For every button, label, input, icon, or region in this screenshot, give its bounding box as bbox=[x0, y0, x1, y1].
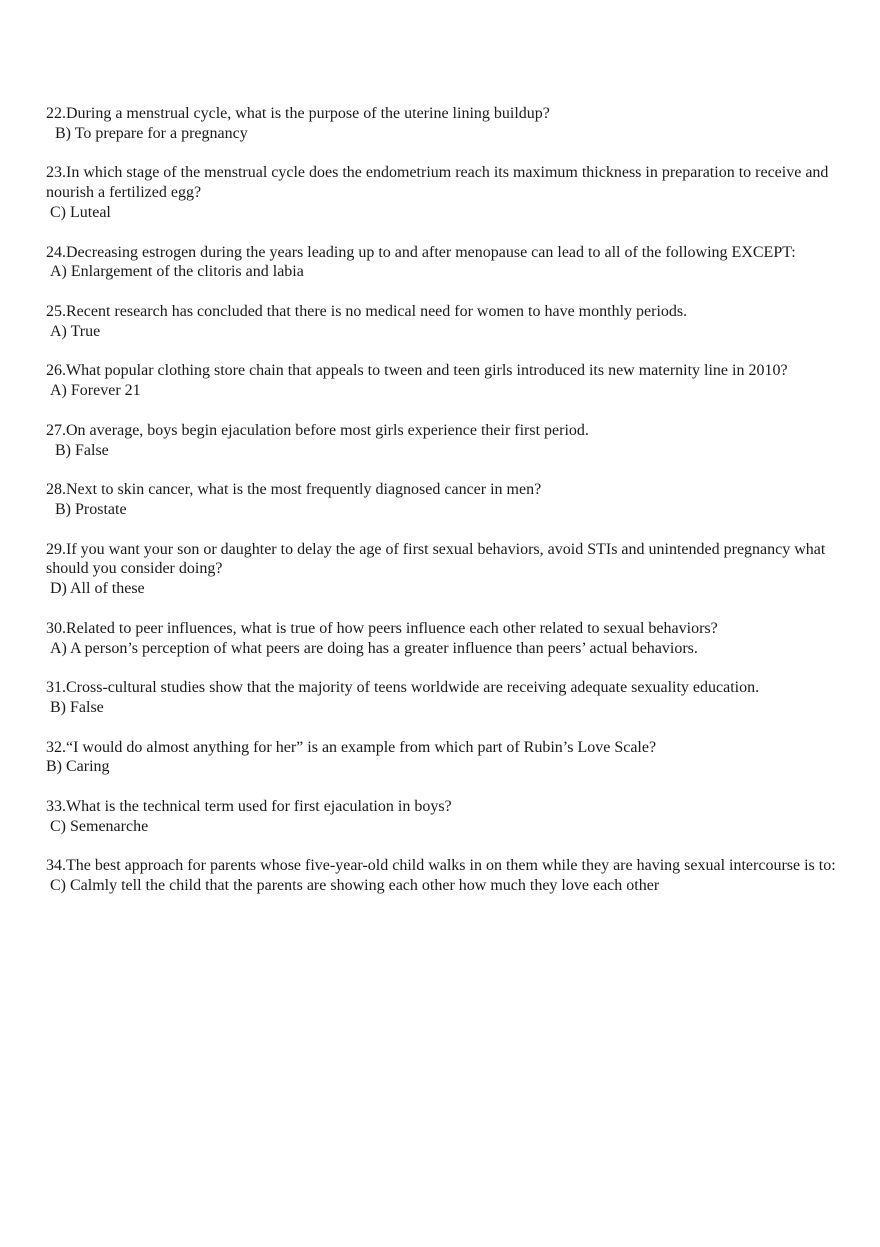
question-text: 29.If you want your son or daughter to delay the age of first sexual behaviors, avoid STIs and unintended pregnancy what should you consider doing? bbox=[46, 540, 826, 578]
answer-text: C) Luteal bbox=[50, 203, 111, 221]
question-text: 25.Recent research has concluded that there is no medical need for women to have monthly periods. bbox=[46, 302, 688, 320]
answer-text: B) Prostate bbox=[55, 500, 127, 518]
question-item-25 bbox=[46, 302, 836, 342]
question-item-34 bbox=[46, 856, 836, 896]
question-text: 34.The best approach for parents whose five-year-old child walks in on them while they are having sexual intercourse is to: bbox=[46, 857, 836, 875]
question-item-33 bbox=[46, 797, 836, 837]
question-item-31 bbox=[46, 678, 836, 718]
question-text: 23.In which stage of the menstrual cycle does the endometrium reach its maximum thickness in preparation to receive and nourish a fertilized egg? bbox=[46, 164, 829, 202]
answer-text: A) Forever 21 bbox=[50, 382, 141, 400]
question-item-30 bbox=[46, 619, 836, 659]
answer-text: A) Enlargement of the clitoris and labia bbox=[50, 263, 304, 281]
answer-text: B) To prepare for a pregnancy bbox=[55, 124, 248, 142]
question-text: 22.During a menstrual cycle, what is the purpose of the uterine lining buildup? bbox=[46, 105, 550, 122]
question-item-22 bbox=[46, 104, 836, 144]
answer-text: C) Calmly tell the child that the parents are showing each other how much they love each other bbox=[50, 877, 660, 895]
question-item-23 bbox=[46, 163, 836, 222]
answer-text: C) Semenarche bbox=[50, 817, 149, 835]
answer-text: B) False bbox=[50, 698, 104, 716]
question-item-29 bbox=[46, 540, 836, 599]
answer-text: A) A person’s perception of what peers are doing has a greater influence than peers’ actual behaviors. bbox=[50, 639, 698, 657]
answer-text: A) True bbox=[50, 322, 101, 340]
question-text: 24.Decreasing estrogen during the years leading up to and after menopause can lead to all of the following EXCEPT: bbox=[46, 243, 796, 261]
question-text: 27.On average, boys begin ejaculation before most girls experience their first period. bbox=[46, 421, 589, 439]
answer-text: B) False bbox=[55, 441, 109, 459]
document-page bbox=[46, 104, 836, 916]
answer-text: B) Caring bbox=[46, 758, 110, 776]
question-item-27 bbox=[46, 421, 836, 461]
question-text: 33.What is the technical term used for first ejaculation in boys? bbox=[46, 797, 452, 815]
question-text: 26.What popular clothing store chain that appeals to tween and teen girls introduced its new maternity line in 2010? bbox=[46, 362, 788, 380]
question-text: 28.Next to skin cancer, what is the most frequently diagnosed cancer in men? bbox=[46, 481, 542, 499]
question-item-32 bbox=[46, 738, 836, 778]
answer-text: D) All of these bbox=[50, 580, 145, 598]
question-item-26 bbox=[46, 361, 836, 401]
question-text: 31.Cross-cultural studies show that the majority of teens worldwide are receiving adequate sexuality education. bbox=[46, 679, 760, 697]
question-text: 32.“I would do almost anything for her” is an example from which part of Rubin’s Love Scale? bbox=[46, 738, 657, 756]
question-text: 30.Related to peer influences, what is true of how peers influence each other related to sexual behaviors? bbox=[46, 619, 718, 637]
question-item-24 bbox=[46, 243, 836, 283]
question-item-28 bbox=[46, 480, 836, 520]
